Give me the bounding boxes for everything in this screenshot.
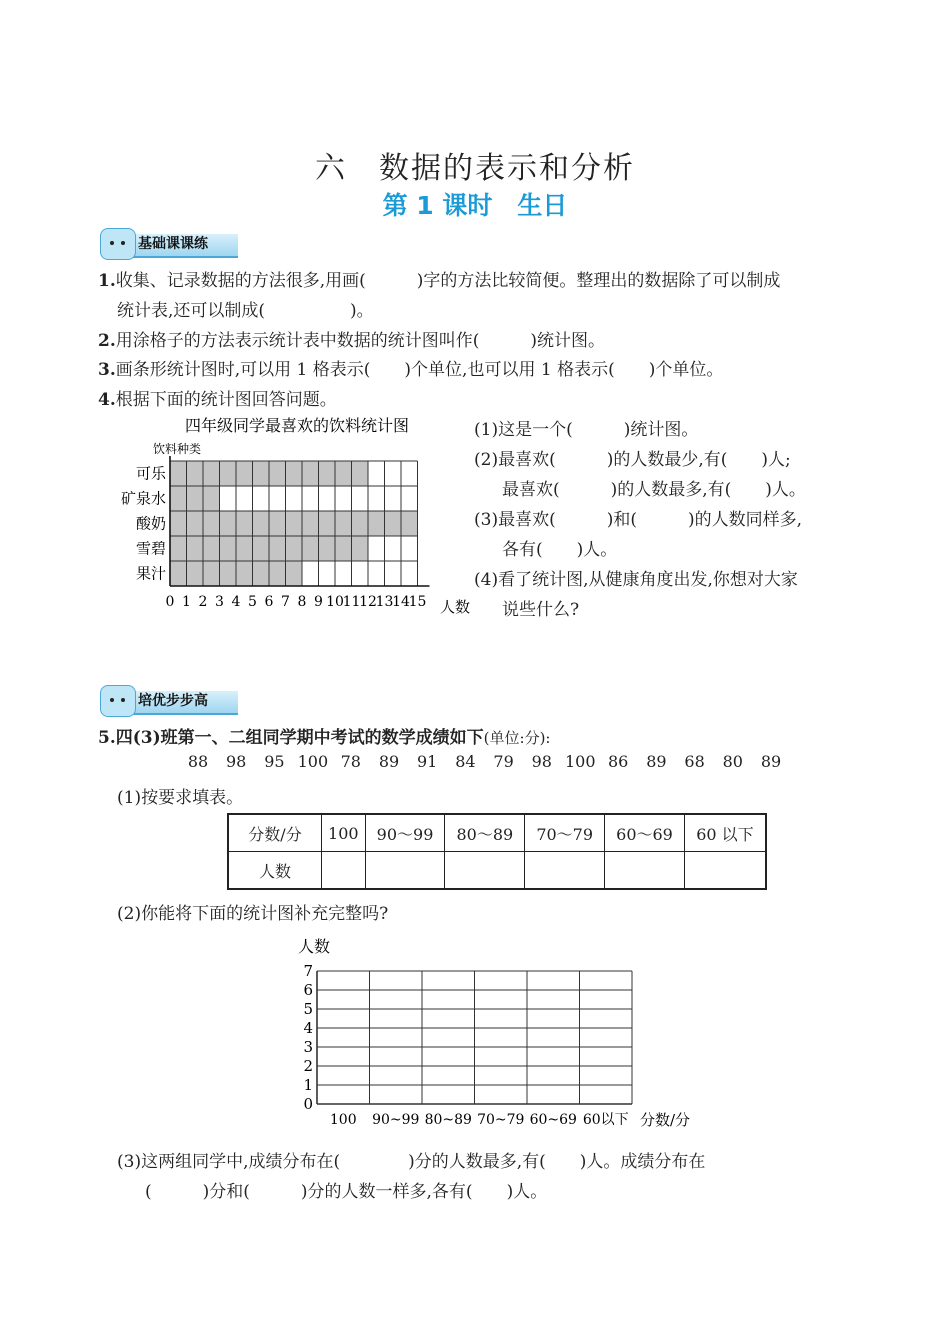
score-value: 91 bbox=[417, 752, 438, 771]
table-input-cell[interactable] bbox=[322, 852, 366, 890]
x-tick-label: 1 bbox=[182, 594, 191, 610]
question-4 bbox=[98, 385, 337, 410]
bar-2 bbox=[170, 511, 418, 536]
x-tick-label: 12 bbox=[359, 594, 377, 610]
x-category-label: 60~69 bbox=[529, 1112, 577, 1128]
x-tick-label: 10 bbox=[326, 594, 344, 610]
table-header-cell: 80～89 bbox=[445, 814, 525, 852]
table-input-cell[interactable] bbox=[365, 852, 445, 890]
q4-sub-2b: 最喜欢( )的人数最多,有( )人。 bbox=[502, 480, 806, 500]
score-value: 89 bbox=[378, 752, 400, 771]
y-tick-label: 5 bbox=[303, 1000, 313, 1018]
score-distribution-chart bbox=[290, 930, 710, 1135]
question-1 bbox=[98, 266, 780, 291]
question-4-text: 根据下面的统计图回答问题。 bbox=[115, 390, 337, 410]
score-value: 95 bbox=[264, 752, 285, 771]
score-value: 98 bbox=[226, 752, 247, 771]
section-banner-basic bbox=[100, 228, 240, 258]
table-header-cell: 60～69 bbox=[605, 814, 685, 852]
x-tick-label: 14 bbox=[392, 594, 410, 610]
q5-sub-1: (1)按要求填表。 bbox=[117, 788, 244, 808]
table-header-cell: 100 bbox=[322, 814, 366, 852]
score-value: 84 bbox=[455, 752, 476, 771]
question-3-text: 画条形统计图时,可以用 1 格表示( )个单位,也可以用 1 格表示( )个单位。 bbox=[115, 360, 724, 380]
x-tick-label: 9 bbox=[314, 594, 323, 610]
chart-x-axis-label: 人数 bbox=[440, 598, 471, 616]
score-value: 80 bbox=[722, 752, 743, 771]
chart-y-axis-label: 人数 bbox=[298, 937, 331, 956]
x-tick-label: 15 bbox=[408, 594, 427, 610]
x-tick-label: 11 bbox=[342, 594, 361, 610]
x-category-label: 80~89 bbox=[424, 1112, 472, 1128]
q4-sub-4a: (4)看了统计图,从健康角度出发,你想对大家 bbox=[474, 570, 798, 590]
score-value: 78 bbox=[340, 752, 361, 771]
x-category-label: 100 bbox=[329, 1112, 357, 1128]
section-label-advanced: 培优步步高 bbox=[138, 693, 208, 709]
chart-y-axis-label: 饮料种类 bbox=[153, 442, 202, 456]
table-header-cell: 分数/分 bbox=[228, 814, 322, 852]
score-value: 100 bbox=[565, 752, 596, 771]
x-tick-label: 4 bbox=[231, 594, 241, 610]
x-category-label: 60以下 bbox=[582, 1112, 629, 1128]
x-tick-label: 3 bbox=[215, 594, 224, 610]
question-number: 2. bbox=[98, 331, 116, 351]
category-label: 可乐 bbox=[135, 464, 166, 483]
table-row bbox=[228, 814, 766, 852]
question-3 bbox=[98, 355, 723, 380]
x-tick-label: 0 bbox=[165, 594, 175, 610]
table-input-cell[interactable] bbox=[445, 852, 525, 890]
score-value: 88 bbox=[187, 752, 209, 771]
score-value: 79 bbox=[493, 752, 514, 771]
scores-list bbox=[0, 752, 950, 774]
table-input-cell[interactable] bbox=[684, 852, 766, 890]
y-tick-label: 7 bbox=[303, 962, 313, 980]
y-tick-label: 1 bbox=[303, 1076, 313, 1094]
q4-sub-3a: (3)最喜欢( )和( )的人数同样多, bbox=[474, 510, 803, 530]
y-tick-label: 0 bbox=[303, 1095, 313, 1113]
category-label: 果汁 bbox=[135, 564, 166, 583]
score-table bbox=[227, 813, 767, 890]
question-2-text: 用涂格子的方法表示统计表中数据的统计图叫作( )统计图。 bbox=[115, 331, 606, 351]
question-number: 3. bbox=[98, 360, 116, 380]
bear-mascot-icon bbox=[100, 685, 136, 717]
question-1-text: 收集、记录数据的方法很多,用画( )字的方法比较简便。整理出的数据除了可以制成 bbox=[115, 271, 781, 291]
question-5-text: 四(3)班第一、二组同学期中考试的数学成绩如下 bbox=[115, 728, 484, 748]
x-tick-label: 2 bbox=[198, 594, 208, 610]
q4-sub-2a: (2)最喜欢( )的人数最少,有( )人; bbox=[474, 450, 791, 470]
x-tick-label: 7 bbox=[281, 594, 290, 610]
section-label-basic: 基础课课练 bbox=[138, 236, 208, 252]
question-number: 5. bbox=[98, 728, 116, 748]
q4-sub-3b: 各有( )人。 bbox=[502, 540, 618, 560]
score-value: 89 bbox=[760, 752, 782, 771]
x-category-label: 70~79 bbox=[477, 1112, 525, 1128]
bar-1 bbox=[170, 486, 220, 511]
table-input-cell[interactable] bbox=[605, 852, 685, 890]
q4-sub-4b: 说些什么? bbox=[502, 600, 580, 620]
category-label: 酸奶 bbox=[135, 514, 166, 533]
question-number: 1. bbox=[98, 271, 116, 291]
y-tick-label: 3 bbox=[303, 1038, 313, 1056]
table-header-cell: 70～79 bbox=[525, 814, 605, 852]
question-1-line-2: 统计表,还可以制成( )。 bbox=[117, 301, 374, 321]
table-header-cell: 60 以下 bbox=[684, 814, 766, 852]
x-tick-label: 13 bbox=[375, 594, 394, 610]
q5-sub-2: (2)你能将下面的统计图补充完整吗? bbox=[117, 904, 389, 924]
y-tick-label: 2 bbox=[303, 1057, 313, 1075]
q5-sub-3b: ( )分和( )分的人数一样多,各有( )人。 bbox=[145, 1182, 548, 1202]
score-value: 68 bbox=[684, 752, 705, 771]
lesson-title: 第 1 课时 生日 bbox=[382, 191, 568, 220]
q4-sub-1: (1)这是一个( )统计图。 bbox=[474, 420, 699, 440]
x-tick-label: 5 bbox=[248, 594, 257, 610]
table-input-cell[interactable] bbox=[525, 852, 605, 890]
question-5 bbox=[98, 723, 550, 748]
bear-mascot-icon bbox=[100, 228, 136, 260]
question-number: 4. bbox=[98, 390, 116, 410]
table-header-cell: 90～99 bbox=[365, 814, 445, 852]
question-5-unit: (单位:分): bbox=[483, 729, 551, 747]
score-value: 86 bbox=[608, 752, 629, 771]
y-tick-label: 6 bbox=[303, 981, 313, 999]
chart-x-axis-label: 分数/分 bbox=[640, 1111, 691, 1129]
category-label: 雪碧 bbox=[135, 539, 166, 558]
y-tick-label: 4 bbox=[303, 1019, 313, 1037]
x-tick-label: 8 bbox=[297, 594, 307, 610]
chapter-title: 六 数据的表示和分析 bbox=[315, 151, 635, 186]
question-2 bbox=[98, 326, 605, 351]
score-value: 98 bbox=[531, 752, 552, 771]
x-tick-label: 6 bbox=[264, 594, 274, 610]
section-banner-advanced bbox=[100, 685, 240, 715]
drink-preference-chart bbox=[100, 410, 480, 625]
table-row bbox=[228, 852, 766, 890]
q5-sub-3a: (3)这两组同学中,成绩分布在( )分的人数最多,有( )人。成绩分布在 bbox=[117, 1152, 706, 1172]
chart-title: 四年级同学最喜欢的饮料统计图 bbox=[184, 416, 410, 435]
table-header-cell: 人数 bbox=[228, 852, 322, 890]
score-value: 89 bbox=[646, 752, 667, 771]
x-category-label: 90~99 bbox=[372, 1112, 420, 1128]
category-label: 矿泉水 bbox=[120, 489, 166, 508]
score-value: 100 bbox=[297, 752, 329, 771]
